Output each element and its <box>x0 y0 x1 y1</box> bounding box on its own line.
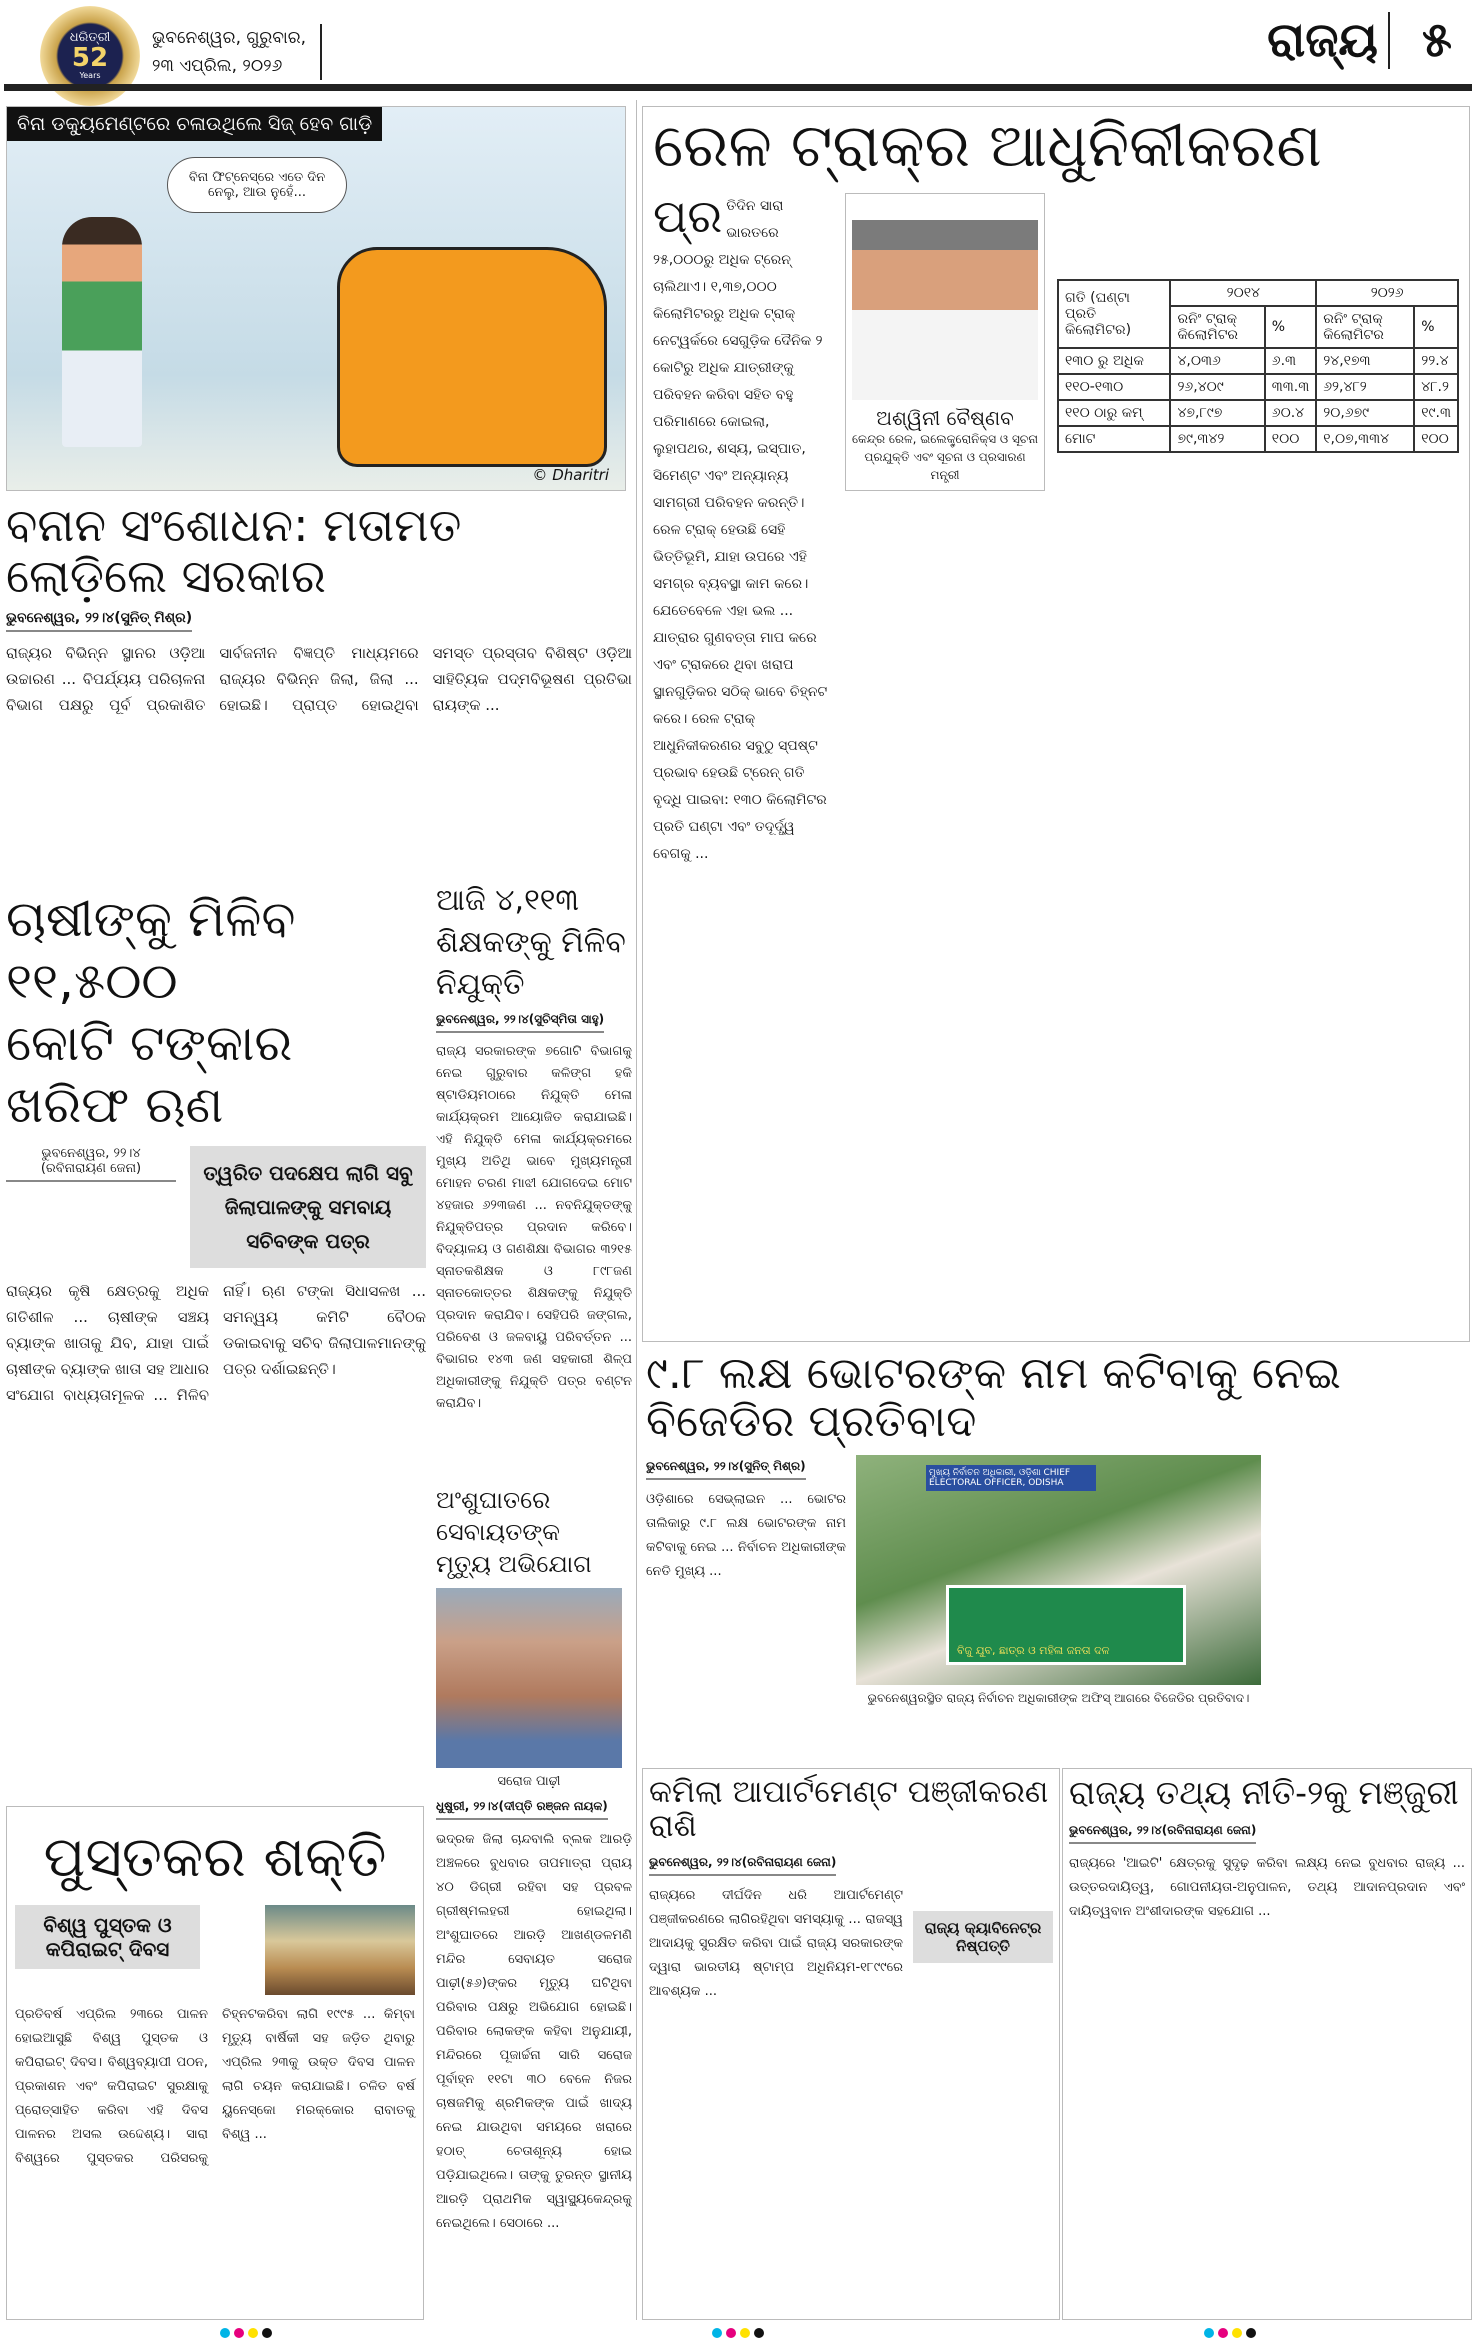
bjd-dateline: ଭୁବନେଶ୍ୱର, ୨୨।୪(ସୁନିତ୍ ମିଶ୍ର) <box>646 1459 806 1480</box>
kamila-body: ରାଜ୍ୟରେ ଦୀର୍ଘଦିନ ଧରି ଆପାର୍ଟମେଣ୍ଟ ପଞ୍ଜୀକରଣରେ ଲାଗିରହିଥିବା ସମସ୍ୟାକୁ ... ରାଜସ୍ୱ ଆଦାୟକୁ ସୁରକ୍ଷିତ କରିବା ପାଇଁ ରାଜ୍ୟ ସରକାରଙ୍କ ଦ୍ୱାରା ଭାରତୀୟ ଷ୍ଟାମ୍ପ ଅଧିନିୟମ-୧୮୯୯ରେ ଆବଶ୍ୟକ ... <box>649 1888 903 2000</box>
office-sign: ମୁଖ୍ୟ ନିର୍ବାଚନ ଅଧିକାରୀ, ଓଡ଼ିଶା CHIEF ELECTORAL OFFICER, ODISHA <box>926 1465 1096 1491</box>
bjd-photo-column <box>856 1455 1261 1762</box>
column-divider <box>636 100 637 2320</box>
page-number: ୫ <box>1422 12 1452 68</box>
cartoon-man <box>62 217 142 447</box>
speech-bubble: ବିନା ଫିଟ୍‌ନେସ୍‌ରେ ଏତେ ଦିନ ନେଲୁ, ଆଉ ନୁହେଁ... <box>167 157 347 213</box>
cell: ୧୯.୩ <box>1414 400 1458 426</box>
bjd-text-column <box>646 1455 846 1762</box>
kharif-meta-row <box>6 1146 426 1268</box>
heatstroke-photo <box>436 1588 622 1768</box>
cell: ୧୧୦ ଠାରୁ କମ୍ <box>1058 400 1170 426</box>
kharif-article <box>6 888 426 1760</box>
itpolicy-article <box>1062 1768 1472 2320</box>
heatstroke-headline <box>436 1484 632 1580</box>
rail-drop-cap: ପ୍ର <box>653 189 723 243</box>
cell: ୧,୦୭,୩୩୪ <box>1316 426 1414 452</box>
cell: ୧୧୦-୧୩୦ <box>1058 374 1170 400</box>
rail-headline: ରେଳ ଟ୍ରାକ୍‌ର ଆଧୁନିକୀକରଣ <box>653 111 1322 181</box>
table-subheader-pct: % <box>1265 306 1316 348</box>
kharif-headline <box>6 888 426 1136</box>
teachers-body: ରାଜ୍ୟ ସରକାରଙ୍କ ୭ଗୋଟି ବିଭାଗକୁ ନେଇ ଗୁରୁବାର କଳିଙ୍ଗ ହକି ଷ୍ଟାଡିୟମଠାରେ ନିଯୁକ୍ତି ମେଳା କାର୍ଯ୍ୟକ୍ରମ ଆୟୋଜିତ କରାଯାଇଛି। ଏହି ନିଯୁକ୍ତି ମେଳା କାର୍ଯ୍ୟକ୍ରମରେ ମୁଖ୍ୟ ଅତିଥି ଭାବେ ମୁଖ୍ୟମନ୍ତ୍ରୀ ମୋହନ ଚରଣ ମାଝୀ ଯୋଗଦେଇ ମୋଟ ୪ହଜାର ୬୨୩ଜଣ ... ନବନିଯୁକ୍ତଙ୍କୁ ନିଯୁକ୍ତିପତ୍ର ପ୍ରଦାନ କରିବେ। ବିଦ୍ୟାଳୟ ଓ ଗଣଶିକ୍ଷା ବିଭାଗର ୩୨୧୫ ସ୍ନାତକଶିକ୍ଷକ ଓ ୮୯୮ଜଣ ସ୍ନାତକୋତ୍ତର ଶିକ୍ଷକଙ୍କୁ ନିଯୁକ୍ତି ପ୍ରଦାନ କରାଯିବ। ସେହିପରି ଜଙ୍ଗଲ, ପରିବେଶ ଓ ଜଳବାୟୁ ପରିବର୍ତ୍ତନ ... ବିଭାଗର ୧୪୩ ଜଣ ସହକାରୀ ଶିଳ୍ପ ଅଧିକାରୀଙ୍କୁ ନିଯୁକ୍ତି ପତ୍ର ବଣ୍ଟନ କରାଯିବ। <box>436 1044 632 1411</box>
logo-text: ଧରିତ୍ରୀ <box>69 30 111 45</box>
author-name: ଅଶ୍ୱିନୀ ବୈଷ୍ଣବ <box>876 406 1014 430</box>
author-photo <box>852 200 1038 400</box>
cell: ୪,୦୩୬ <box>1170 348 1264 374</box>
cartoon-credit: © Dharitri <box>532 466 609 484</box>
heatstroke-dateline: ଧୁଷୁରୀ, ୨୨।୪(ଦୀପ୍ତି ରଞ୍ଜନ ନାୟକ) <box>436 1799 608 1820</box>
teachers-dateline: ଭୁବନେଶ୍ୱର, ୨୨।୪(ସୁଚିସ୍ମିତା ସାହୁ) <box>436 1012 604 1033</box>
kharif-dateline-1: ଭୁବନେଶ୍ୱର, ୨୨।୪ <box>41 1146 141 1161</box>
cell: ୩୩.୩ <box>1265 374 1316 400</box>
books-headline: ପୁସ୍ତକର ଶକ୍ତି <box>43 1825 387 1890</box>
kharif-body: ରାଜ୍ୟର କୃଷି କ୍ଷେତ୍ରକୁ ଅଧିକ ଗତିଶୀଳ ... ଚାଷୀଙ୍କ ସଞ୍ଚୟ ବ୍ୟାଙ୍କ ଖାତାକୁ ଯିବ, ଯାହା ପାଇଁ ଚାଷୀଙ୍କ ବ୍ୟାଙ୍କ ଖାତା ସହ ଆଧାର ସଂଯୋଗ ବାଧ୍ୟତାମୂଳକ ... ମିଳିବ ନାହିଁ। ଋଣ ଟଙ୍କା ସିଧାସଳଖ ... ସମନ୍ୱୟ କମିଟି ବୈଠକ ଡକାଇବାକୁ ସଚିବ ଜିଲାପାଳମାନଙ୍କୁ ପତ୍ର ଦର୍ଶାଇଛନ୍ତି। <box>6 1282 426 1404</box>
banan-headline: ବନାନ ସଂଶୋଧନ: ମତାମତ ଲୋଡ଼ିଲେ ସରକାର <box>6 500 462 603</box>
bjd-headline: ୯.୮ ଲକ୍ଷ ଭୋଟରଙ୍କ ନାମ କଟିବାକୁ ନେଇ ବିଜେଡିର ପ୍ରତିବାଦ <box>646 1350 1341 1448</box>
cell: ୬୦.୪ <box>1265 400 1316 426</box>
banan-body: ରାଜ୍ୟର ବିଭିନ୍ନ ସ୍ଥାନର ଓଡ଼ିଆ ଉଚ୍ଚାରଣ ... ବିପର୍ଯ୍ୟୟ ପରିଚାଳନା ବିଭାଗ ପକ୍ଷରୁ ପୂର୍ବ ପ୍ରକାଶିତ ସାର୍ବଜନୀନ ବିଜ୍ଞପ୍ତି ମାଧ୍ୟମରେ ରାଜ୍ୟର ବିଭିନ୍ନ ଜିଲା, ଜିଲା ... ହୋଇଛି। ପ୍ରାପ୍ତ ହୋଇଥିବା ସମସ୍ତ ପ୍ରସ୍ତାବ ବିଶିଷ୍ଟ ଓଡ଼ିଆ ସାହିତ୍ୟିକ ପଦ୍ମବିଭୂଷଣ ପ୍ରତିଭା ରାୟଙ୍କ ... <box>6 644 632 715</box>
kharif-subhead: ତ୍ୱରିତ ପଦକ୍ଷେପ ଲାଗି ସବୁ ଜିଲାପାଳଙ୍କୁ ସମବାୟ ସଚିବଙ୍କ ପତ୍ର <box>190 1146 426 1268</box>
books-subhead: ବିଶ୍ୱ ପୁସ୍ତକ ଓ କପିରାଇଟ୍ ଦିବସ <box>15 1905 200 1969</box>
rail-article <box>642 106 1470 1342</box>
heatstroke-headline-line2: ମୃତ୍ୟୁ ଅଭିଯୋଗ <box>436 1550 592 1578</box>
table-header-2026: ୨୦୨୬ <box>1316 280 1458 306</box>
kharif-dateline-2: (ରବିନାରାୟଣ ଜେନା) <box>40 1161 142 1176</box>
teachers-headline <box>436 880 632 1006</box>
protest-banner: ବିଜୁ ଯୁବ, ଛାତ୍ର ଓ ମହିଳା ଜନତା ଦଳ <box>946 1585 1186 1665</box>
logo-years: 52 <box>71 43 109 73</box>
books-photo <box>265 1905 415 1995</box>
bjd-photo-caption: ଭୁବନେଶ୍ୱରସ୍ଥିତ ରାଜ୍ୟ ନିର୍ବାଚନ ଅଧିକାରୀଙ୍କ ଅଫିସ୍ ଆଗରେ ବିଜେଡିର ପ୍ରତିବାଦ। <box>867 1690 1250 1705</box>
teachers-headline-line1: ଆଜି ୪,୧୧୩ <box>436 883 579 918</box>
table-subheader-pct: % <box>1414 306 1458 348</box>
kamila-dateline: ଭୁବନେଶ୍ୱର, ୨୨।୪(ରବିନାରାୟଣ ଜେନା) <box>649 1855 836 1876</box>
cell: ମୋଟ <box>1058 426 1170 452</box>
print-registration-marks <box>0 2326 1476 2339</box>
kharif-dateline <box>6 1146 176 1182</box>
table-header-speed: ଗତି (ଘଣ୍ଟା ପ୍ରତି କିଲୋମିଟର) <box>1058 280 1170 348</box>
kharif-headline-line1: ଚାଷୀଙ୍କୁ ମିଳିବ ୧୧,୫୦୦ <box>6 890 296 1010</box>
bjd-content-row <box>646 1455 1472 1762</box>
teachers-headline-line2: ଶିକ୍ଷକଙ୍କୁ ମିଳିବ ନିଯୁକ୍ତି <box>436 925 626 1002</box>
cartoon <box>6 106 626 491</box>
rail-intro <box>653 189 833 868</box>
bjd-protest-photo <box>856 1455 1261 1685</box>
cartoon-car <box>337 247 607 467</box>
cell: ୧୩୦ ରୁ ଅଧିକ <box>1058 348 1170 374</box>
cell: ୧୦୦ <box>1265 426 1316 452</box>
table-header-2014: ୨୦୧୪ <box>1170 280 1316 306</box>
author-photo-box <box>845 193 1045 491</box>
heatstroke-photo-caption: ସରୋଜ ପାଢ଼ୀ <box>497 1774 561 1789</box>
banan-dateline: ଭୁବନେଶ୍ୱର, ୨୨।୪(ସୁନିତ୍ ମିଶ୍ର) <box>6 610 192 632</box>
heatstroke-body: ଭଦ୍ରକ ଜିଲା ଚାନ୍ଦବାଲି ବ୍ଲକ ଆରଡ଼ି ଅଞ୍ଚଳରେ ବୁଧବାର ତାପମାତ୍ରା ପ୍ରାୟ ୪୦ ଡିଗ୍ରୀ ରହିବା ସହ ପ୍ରବଳ ଗ୍ରୀଷ୍ମଲହରୀ ହୋଇଥିଲା। ଅଂଶୁଘାତରେ ଆରଡ଼ି ଆଖଣ୍ଡଳମଣି ମନ୍ଦିର ସେବାୟତ ସରୋଜ ପାଢ଼ୀ(୫୬)ଙ୍କର ମୃତ୍ୟୁ ଘଟିଥିବା ପରିବାର ପକ୍ଷରୁ ଅଭିଯୋଗ ହୋଇଛି। ପରିବାର ଲୋକଙ୍କ କହିବା ଅନୁଯାୟୀ, ମନ୍ଦିରରେ ପୂଜାର୍ଚ୍ଚନା ସାରି ସରୋଜ ପୂର୍ବାହ୍ନ ୧୧ଟା ୩୦ ବେଳେ ନିଜର ଚାଷଜମିକୁ ଶ୍ରମିକଙ୍କ ପାଇଁ ଖାଦ୍ୟ ନେଇ ଯାଉଥିବା ସମୟରେ ଖରାରେ ହଠାତ୍ ଚେତାଶୂନ୍ୟ ହୋଇ ପଡ଼ିଯାଇଥିଲେ। ତାଙ୍କୁ ତୁରନ୍ତ ସ୍ଥାନୀୟ ଆରଡ଼ି ପ୍ରାଥମିକ ସ୍ୱାସ୍ଥ୍ୟକେନ୍ଦ୍ରକୁ ନେଇଥିଲେ। ସେଠାରେ ... <box>436 1832 632 2231</box>
header-date-line2: ୨୩ ଏପ୍ରିଲ, ୨୦୨୬ <box>152 56 283 76</box>
heatstroke-article <box>436 1484 632 2320</box>
cell: ୪୭,୮୯୭ <box>1170 400 1264 426</box>
masthead-logo <box>40 6 140 106</box>
cell: ୨୦,୬୭୯ <box>1316 400 1414 426</box>
table-row <box>1058 348 1458 374</box>
bjd-article <box>646 1350 1472 1762</box>
kamila-headline: କମିଲା ଆପାର୍ଟମେଣ୍ଟ ପଞ୍ଜୀକରଣ ରାଶି <box>649 1774 1049 1845</box>
table-row <box>1058 426 1458 452</box>
header-date-line1: ଭୁବନେଶ୍ୱର, ଗୁରୁବାର, <box>152 28 307 48</box>
cell: ୧୦୦ <box>1414 426 1458 452</box>
teachers-article <box>436 880 632 1476</box>
author-title: କେନ୍ଦ୍ର ରେଳ, ଇଲେକ୍ଟ୍ରୋନିକ୍ସ ଓ ସୂଚନା ପ୍ରଯୁକ୍ତି ଏବଂ ସୂଚନା ଓ ପ୍ରସାରଣ ମନ୍ତ୍ରୀ <box>852 432 1038 482</box>
table-row <box>1058 400 1458 426</box>
kharif-headline-line2: କୋଟି ଟଙ୍କାର ଖରିଫ ଋଣ <box>6 1014 293 1134</box>
cartoon-title: ବିନା ଡକ୍ୟୁମେଣ୍ଟରେ ଚଳାଉଥିଲେ ସିଜ୍ ହେବ ଗାଡ଼ି <box>7 107 382 141</box>
itpolicy-body: ରାଜ୍ୟରେ 'ଆଇଟି' କ୍ଷେତ୍ରକୁ ସୁଦୃଢ଼ କରିବା ଲକ୍ଷ୍ୟ ନେଇ ବୁଧବାର ରାଜ୍ୟ ... ଉତ୍ତରଦାୟିତ୍ୱ, ଗୋପନୀୟତା-ଅନୁପାଳନ, ତଥ୍ୟ ଆଦାନପ୍ରଦାନ ଏବଂ ଦାୟିତ୍ୱବାନ ଅଂଶୀଦାରଙ୍କ ସହଯୋଗ ... <box>1069 1856 1465 1920</box>
books-body: ପ୍ରତିବର୍ଷ ଏପ୍ରିଲ ୨୩ରେ ପାଳନ ହୋଇଆସୁଛି ବିଶ୍ୱ ପୁସ୍ତକ ଓ କପିରାଇଟ୍ ଦିବସ। ବିଶ୍ୱବ୍ୟାପୀ ପଠନ, ପ୍ରକାଶନ ଏବଂ କପିରାଇଟ ସୁରକ୍ଷାକୁ ପ୍ରୋତ୍ସାହିତ କରିବା ଏହି ଦିବସ ପାଳନର ଅସଲ ଉଦ୍ଦେଶ୍ୟ। ସାରା ବିଶ୍ୱରେ ପୁସ୍ତକର ପରିସରକୁ ଚିହ୍ନଟକରିବା ଲାଗି ୧୯୯୫ ... କିମ୍ବା ମୃତ୍ୟୁ ବାର୍ଷିକୀ ସହ ଜଡ଼ିତ ଥିବାରୁ ଏପ୍ରିଲ ୨୩କୁ ଉକ୍ତ ଦିବସ ପାଳନ ଲାଗି ଚୟନ କରାଯାଇଛି। ଚଳିତ ବର୍ଷ ୟୁନେସ୍କୋ ମରକ୍କୋର ରାବାତକୁ ବିଶ୍ୱ ... <box>15 2006 415 2166</box>
rail-body: ତିଦିନ ସାରା ଭାରତରେ ୨୫,୦୦୦ରୁ ଅଧିକ ଟ୍ରେନ୍ ଚାଲିଥାଏ। ୧,୩୭,୦୦୦ କିଲୋମିଟରରୁ ଅଧିକ ଟ୍ରାକ୍ ନେଟ୍‌ୱର୍କରେ ସେଗୁଡ଼ିକ ଦୈନିକ ୨ କୋଟିରୁ ଅଧିକ ଯାତ୍ରୀଙ୍କୁ ପରିବହନ କରିବା ସହିତ ବହୁ ପରିମାଣରେ କୋଇଲା, ଲୁହାପଥର, ଶସ୍ୟ, ଇସ୍ପାତ, ସିମେଣ୍ଟ ଏବଂ ଅନ୍ୟାନ୍ୟ ସାମଗ୍ରୀ ପରିବହନ କରନ୍ତି। ରେଳ ଟ୍ରାକ୍ ହେଉଛି ସେହି ଭିତ୍ତିଭୂମି, ଯାହା ଉପରେ ଏହି ସମଗ୍ର ବ୍ୟବସ୍ଥା କାମ କରେ। ଯେତେବେଳେ ଏହା ଭଲ ... ଯାତ୍ରାର ଗୁଣବତ୍ତା ମାପ କରେ ଏବଂ ଟ୍ରାକରେ ଥିବା ଖରାପ ସ୍ଥାନଗୁଡ଼ିକର ସଠିକ୍ ଭାବେ ଚିହ୍ନଟ କରେ। ରେଳ ଟ୍ରାକ୍ ଆଧୁନିକୀକରଣର ସବୁଠୁ ସ୍ପଷ୍ଟ ପ୍ରଭାବ ହେଉଛି ଟ୍ରେନ୍ ଗତି ବୃଦ୍ଧି ପାଇବା: ୧୩୦ କିଲୋମିଟର ପ୍ରତି ଘଣ୍ଟା ଏବଂ ତଦୂର୍ଦ୍ଧ୍ୱ ବେଗକୁ ... <box>653 198 828 862</box>
cell: ୬.୩ <box>1265 348 1316 374</box>
cabinet-subhead: ରାଜ୍ୟ କ୍ୟାବିନେଟ୍‌ର ନିଷ୍ପତ୍ତି <box>913 1911 1053 1963</box>
logo-years-label: Years <box>79 71 101 80</box>
cell: ୨୨.୪ <box>1414 348 1458 374</box>
header-rule <box>4 84 1472 91</box>
section-title: ରାଜ୍ୟ <box>1267 12 1390 69</box>
itpolicy-headline: ରାଜ୍ୟ ତଥ୍ୟ ନୀତି-୨କୁ ମଞ୍ଜୁରୀ <box>1069 1773 1459 1812</box>
banan-article <box>6 500 632 880</box>
heatstroke-headline-line1: ଅଂଶୁଘାତରେ ସେବାୟତଙ୍କ <box>436 1486 561 1546</box>
dateline-header <box>152 24 322 80</box>
table-row <box>1058 374 1458 400</box>
table-subheader-km: ରନିଂ ଟ୍ରାକ୍ କିଲୋମିଟର <box>1170 306 1264 348</box>
cell: ୨୬,୪୦୯ <box>1170 374 1264 400</box>
speed-table <box>1057 279 1459 453</box>
books-article <box>6 1806 424 2320</box>
table-subheader-km: ରନିଂ ଟ୍ରାକ୍ କିଲୋମିଟର <box>1316 306 1414 348</box>
cell: ୪୮.୨ <box>1414 374 1458 400</box>
itpolicy-dateline: ଭୁବନେଶ୍ୱର, ୨୨।୪(ରବିନାରାୟଣ ଜେନା) <box>1069 1823 1256 1844</box>
bjd-body: ଓଡ଼ିଶାରେ ସେଭ୍ଲାଇନ ... ଭୋଟର ତାଲିକାରୁ ୯.୮ ଲକ୍ଷ ଭୋଟରଙ୍କ ନାମ କଟିବାକୁ ନେଇ ... ନିର୍ବାଚନ ଅଧିକାରୀଙ୍କ ନେତି ମୁଖ୍ୟ ... <box>646 1491 846 1579</box>
cell: ୨୪,୧୭୩ <box>1316 348 1414 374</box>
kamila-article <box>642 1768 1060 2320</box>
cell: ୭୯,୩୪୨ <box>1170 426 1264 452</box>
cell: ୬୨,୪୮୨ <box>1316 374 1414 400</box>
